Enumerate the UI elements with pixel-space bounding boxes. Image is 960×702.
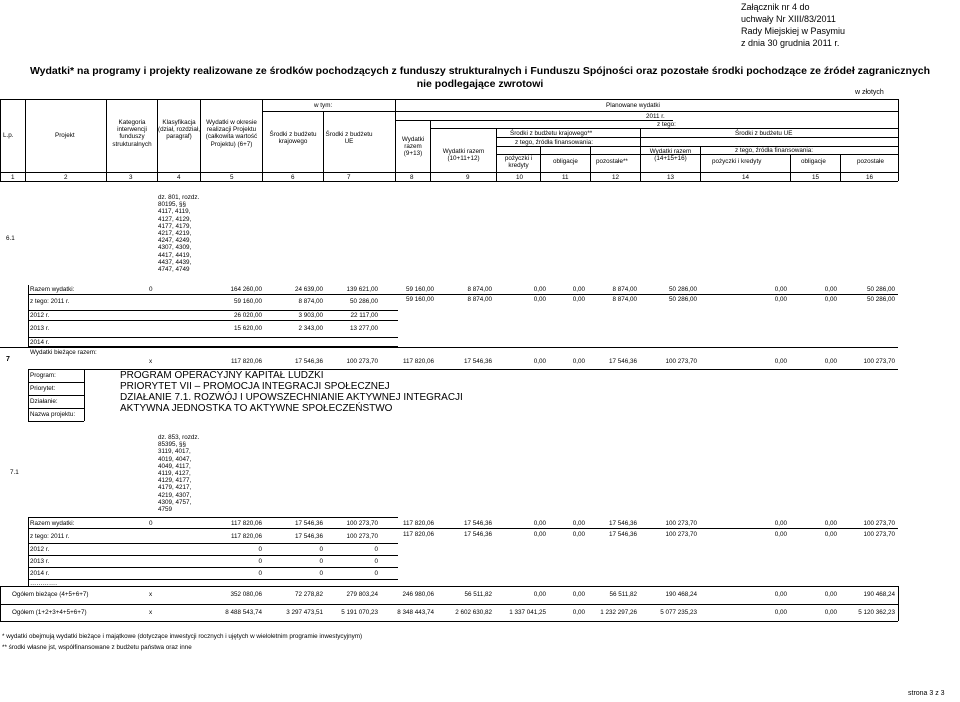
- cell: 100 273,70: [665, 358, 697, 365]
- header-kategoria: Kategoria interwencji funduszy strukturalnych: [112, 119, 152, 148]
- col-num: 16: [866, 174, 874, 181]
- cell: 13 277,00: [349, 325, 378, 332]
- cell: 17 546,36: [294, 533, 323, 540]
- header-pozyczki: pożyczki i kredyty: [504, 155, 533, 170]
- cell: 26 020,00: [233, 312, 262, 319]
- header-z-tego-zrodla-2: z tego, źródła finansowania:: [735, 147, 814, 154]
- cell: 59 160,00: [405, 296, 434, 303]
- col-num: 7: [347, 174, 351, 181]
- col-num: 1: [11, 174, 15, 181]
- program-label: Program:: [30, 372, 56, 379]
- cell: 0,00: [572, 531, 585, 538]
- cell: 0,00: [774, 286, 787, 293]
- attachment-line-2: uchwały Nr XIII/83/2011: [741, 14, 836, 24]
- row-label: Razem wydatki:: [30, 520, 75, 527]
- grid-line: [0, 347, 898, 348]
- cell: 17 546,36: [463, 358, 492, 365]
- nazwa-value: AKTYWNA JEDNOSTKA TO AKTYWNE SPOŁECZEŃSTWO: [120, 403, 393, 414]
- header-projekt: Projekt: [55, 132, 75, 139]
- cell: 50 286,00: [866, 286, 895, 293]
- grid-line: [898, 99, 899, 181]
- col-num: 9: [466, 174, 470, 181]
- cell: 72 278,82: [294, 591, 323, 598]
- grid-line: [840, 154, 841, 181]
- cell: 100 273,70: [346, 520, 378, 527]
- cell: 190 468,24: [665, 591, 697, 598]
- grid-line: [28, 382, 84, 383]
- header-srodki-ue-2: Środki z budżetu UE: [735, 130, 793, 137]
- cell: 50 286,00: [668, 286, 697, 293]
- grid-line: [0, 604, 898, 605]
- grid-line: [25, 99, 26, 181]
- cell: 24 639,00: [294, 286, 323, 293]
- grid-line: [28, 320, 398, 321]
- header-wydatki-razem: Wydatki razem (9+13): [401, 136, 425, 158]
- header-pozostale: pozostałe**: [596, 158, 628, 165]
- cell: 0,00: [572, 358, 585, 365]
- cell: 8 348 443,74: [397, 609, 434, 616]
- cell: 17 546,36: [608, 520, 637, 527]
- cell: 50 286,00: [349, 298, 378, 305]
- grid-line: [28, 421, 84, 422]
- cell: 117 820,06: [402, 520, 434, 527]
- cell: x: [149, 609, 153, 616]
- cell: 117 820,06: [230, 533, 262, 540]
- cell: 0: [149, 520, 153, 527]
- cell: 5 191 070,23: [341, 609, 378, 616]
- cell: 279 803,24: [346, 591, 378, 598]
- cell: x: [149, 358, 153, 365]
- header-klasyfikacja: Klasyfikacja (dział, rozdział, paragraf): [158, 119, 200, 141]
- cell: 3 297 473,51: [286, 609, 323, 616]
- col-num: 14: [742, 174, 750, 181]
- cell: 5 077 235,23: [660, 609, 697, 616]
- cell: 117 820,06: [402, 531, 434, 538]
- col-num: 6: [291, 174, 295, 181]
- cell: 0: [258, 558, 262, 565]
- footnote-2: ** środki własne jst, współfinansowane z budżetu państwa oraz inne: [2, 644, 192, 651]
- col-num: 3: [129, 174, 133, 181]
- cell: 117 820,06: [230, 358, 262, 365]
- grid-line: [28, 528, 898, 529]
- cell: 8 874,00: [467, 296, 492, 303]
- header-rok: 2011 r.: [646, 113, 665, 120]
- col-num: 2: [64, 174, 68, 181]
- grid-line: [28, 567, 398, 568]
- row-label: z tego: 2011 r.: [30, 298, 70, 305]
- header-obligacje-2: obligacje: [801, 158, 826, 165]
- grid-line: [28, 408, 84, 409]
- title-line-2: nie podlegające zwrotowi: [416, 78, 544, 90]
- attachment-line-3: Rady Miejskiej w Pasymiu: [741, 26, 846, 36]
- cell: 0: [319, 570, 323, 577]
- grid-line: [323, 111, 324, 181]
- cell: 0,00: [824, 358, 837, 365]
- section-7-lp: 7: [6, 356, 10, 363]
- cell: 0: [258, 546, 262, 553]
- cell: 100 273,70: [863, 520, 895, 527]
- grid-line: [28, 555, 398, 556]
- cell: 100 273,70: [863, 531, 895, 538]
- grid-line: [0, 172, 898, 173]
- cell: 0,00: [533, 531, 546, 538]
- grid-line: [84, 369, 85, 421]
- cell: 8 874,00: [298, 298, 323, 305]
- col-num: 10: [516, 174, 524, 181]
- header-z-tego: z tego:: [657, 121, 676, 128]
- header-obligacje: obligacje: [553, 158, 578, 165]
- cell: 164 260,00: [230, 286, 262, 293]
- grid-line: [0, 586, 898, 587]
- cell: 50 286,00: [668, 296, 697, 303]
- cell: 0,00: [774, 358, 787, 365]
- row-label: Ogółem (1+2+3+4+5+6+7): [12, 609, 87, 616]
- attachment-line-4: z dnia 30 grudnia 2011 r.: [741, 38, 840, 48]
- grid-line: [540, 146, 541, 181]
- cell: 2 602 630,82: [455, 609, 492, 616]
- cell: 0: [374, 546, 378, 553]
- cell: 0,00: [824, 286, 837, 293]
- cell: 17 546,36: [608, 531, 637, 538]
- cell: 17 546,36: [294, 358, 323, 365]
- cell: 0,00: [533, 296, 546, 303]
- section-6-1-lp: 6.1: [6, 235, 15, 242]
- cell: 139 621,00: [346, 286, 378, 293]
- row-label: z tego: 2011 r.: [30, 533, 70, 540]
- cell: 0: [319, 546, 323, 553]
- cell: 0,00: [572, 520, 585, 527]
- cell: 0,00: [774, 520, 787, 527]
- header-pozyczki-2: pożyczki i kredyty: [712, 158, 762, 165]
- cell: 17 546,36: [608, 358, 637, 365]
- cell: 8 874,00: [612, 296, 637, 303]
- cell: 0,00: [774, 296, 787, 303]
- cell: 0,00: [774, 591, 787, 598]
- header-wydatki-razem-14: Wydatki razem (14+15+16): [649, 148, 692, 163]
- col-num: 15: [812, 174, 820, 181]
- grid-line: [0, 99, 1, 181]
- cell: 0,00: [824, 520, 837, 527]
- col-num: 8: [410, 174, 414, 181]
- col-num: 12: [612, 174, 620, 181]
- cell: 2 343,00: [298, 325, 323, 332]
- cell: 8 874,00: [612, 286, 637, 293]
- row-label: 2013 r.: [30, 325, 50, 332]
- cell: 117 820,06: [230, 520, 262, 527]
- page-number: strona 3 z 3: [908, 690, 945, 697]
- title-line-1: Wydatki* na programy i projekty realizowane ze środków pochodzących z funduszy strukturalnych i Funduszu Spójności oraz pozostałe środki pochodzące ze źródeł zagranicznych: [29, 65, 931, 77]
- grid-line: [700, 146, 701, 181]
- cell: 0,00: [533, 286, 546, 293]
- header-w-tym: w tym:: [314, 102, 333, 109]
- cell: 0,00: [774, 531, 787, 538]
- cell: 56 511,82: [464, 591, 492, 598]
- cell: 0: [319, 558, 323, 565]
- cell: 100 273,70: [346, 358, 378, 365]
- cell: 246 980,06: [402, 591, 434, 598]
- nazwa-label: Nazwa projektu:: [30, 411, 76, 418]
- cell: 190 468,24: [863, 591, 895, 598]
- header-pozostale-2: pozostałe: [857, 158, 884, 165]
- section-7-1-lp: 7.1: [10, 469, 19, 476]
- cell: 100 273,70: [665, 520, 697, 527]
- header-srodki-krajowe: Środki z budżetu krajowego: [269, 131, 317, 146]
- grid-line: [0, 99, 898, 100]
- header-lp: L.p.: [3, 132, 14, 139]
- header-z-tego-zrodla: z tego, źródła finansowania:: [515, 139, 594, 146]
- col-num: 11: [562, 174, 569, 181]
- grid-line: [590, 146, 591, 181]
- cell: 0: [374, 570, 378, 577]
- cell: 0: [258, 570, 262, 577]
- section-6-1-klasyfikacja: dz. 801, rozdz. 80195, §§ 4117, 4119, 4127, 4129, 4177, 4179, 4217, 4219, 4247, 4249, 4307, 4309, 4417, 4419, 4437, 4439, 4747, 4749: [158, 194, 200, 274]
- cell: 0,00: [824, 609, 837, 616]
- cell: 59 160,00: [233, 298, 262, 305]
- cell: 17 546,36: [463, 531, 492, 538]
- col-num: 5: [230, 174, 234, 181]
- cell: 59 160,00: [405, 286, 434, 293]
- col-num: 13: [667, 174, 675, 181]
- page-title: [0, 65, 960, 91]
- cell: 0: [149, 286, 153, 293]
- cell: 0,00: [533, 358, 546, 365]
- cell: 1 337 041,25: [509, 609, 546, 616]
- unit-label: w złotych: [855, 89, 884, 96]
- cell: 8 874,00: [467, 286, 492, 293]
- row-label: 2014 r.: [30, 339, 50, 346]
- priorytet-value: PRIORYTET VII – PROMOCJA INTEGRACJI SPOŁECZNEJ: [120, 381, 390, 392]
- cell: 0,00: [533, 591, 546, 598]
- section-7-label: Wydatki bieżące razem:: [30, 349, 97, 356]
- program-value: PROGRAM OPERACYJNY KAPITAŁ LUDZKI: [120, 370, 324, 381]
- cell: 15 620,00: [233, 325, 262, 332]
- grid-line: [0, 586, 1, 621]
- footnote-1: * wydatki obejmują wydatki bieżące i majątkowe (dotyczące inwestycji rocznych i ujętych w wieloletnim programie inwestycyjnym): [2, 633, 363, 640]
- grid-line: [28, 517, 398, 518]
- section-7-1-klasyfikacja: dz. 853, rozdz. 85395, §§ 3119, 4017, 4019, 4047, 4049, 4117, 4119, 4127, 4129, 4177, 4179, 4217, 4219, 4307, 4309, 4757, 4759: [158, 434, 200, 514]
- cell: 17 546,36: [463, 520, 492, 527]
- header-srodki-ue: Środki z budżetu UE: [325, 131, 373, 146]
- grid-line: [262, 111, 898, 112]
- cell: 352 080,06: [230, 591, 262, 598]
- row-label: Ogółem bieżące (4+5+6+7): [12, 591, 89, 598]
- grid-line: [395, 120, 673, 121]
- cell: 17 546,36: [294, 520, 323, 527]
- cell: 0,00: [572, 296, 585, 303]
- cell: 100 273,70: [863, 358, 895, 365]
- cell: 8 488 543,74: [225, 609, 262, 616]
- cell: 100 273,70: [346, 533, 378, 540]
- row-label: 2013 r.: [30, 558, 50, 565]
- cell: 5 120 362,23: [858, 609, 895, 616]
- cell: 3 903,00: [298, 312, 323, 319]
- dzialanie-label: Działanie:: [30, 398, 58, 405]
- cell: 0,00: [774, 609, 787, 616]
- cell: 0,00: [824, 591, 837, 598]
- cell: 0,00: [572, 609, 585, 616]
- col-num: 4: [177, 174, 181, 181]
- cell: 0,00: [824, 296, 837, 303]
- cell: 0: [374, 558, 378, 565]
- cell: 117 820,06: [402, 358, 434, 365]
- dzialanie-value: DZIAŁANIE 7.1. ROZWÓJ I UPOWSZECHNIANIE AKTYWNEJ INTEGRACJI: [120, 392, 463, 403]
- header-planowane: Planowane wydatki: [606, 102, 660, 109]
- grid-line: [898, 586, 899, 621]
- cell: 22 117,00: [350, 312, 378, 319]
- grid-line: [28, 395, 84, 396]
- grid-line: [28, 310, 398, 311]
- header-wydatki-okres: Wydatki w okresie realizacji Projektu (całkowita wartość Projektu) (6+7): [205, 119, 258, 148]
- cell: 1 232 297,26: [600, 609, 637, 616]
- row-label: 2012 r.: [30, 312, 50, 319]
- cell: 50 286,00: [866, 296, 895, 303]
- cell: x: [149, 591, 153, 598]
- grid-line: [28, 294, 898, 295]
- attachment-line-1: Załącznik nr 4 do: [741, 2, 810, 12]
- grid-line: [0, 181, 898, 182]
- header-srodki-krajowe-2: Środki z budżetu krajowego**: [510, 130, 593, 137]
- grid-line: [28, 579, 398, 580]
- continuation-dots: ………….: [30, 580, 57, 587]
- header-wydatki-razem-10: Wydatki razem (10+11+12): [442, 148, 485, 163]
- cell: 0,00: [572, 286, 585, 293]
- row-label: 2014 r.: [30, 570, 50, 577]
- cell: 0,00: [572, 591, 585, 598]
- priorytet-label: Priorytet:: [30, 385, 56, 392]
- cell: 0,00: [533, 520, 546, 527]
- grid-line: [28, 337, 398, 338]
- grid-line: [28, 543, 398, 544]
- row-label: Razem wydatki:: [30, 286, 75, 293]
- grid-line: [0, 621, 898, 622]
- cell: 0,00: [824, 531, 837, 538]
- row-label: 2012 r.: [30, 546, 50, 553]
- grid-line: [790, 154, 791, 181]
- cell: 56 511,82: [609, 591, 637, 598]
- cell: 100 273,70: [665, 531, 697, 538]
- attachment-header: [741, 1, 845, 49]
